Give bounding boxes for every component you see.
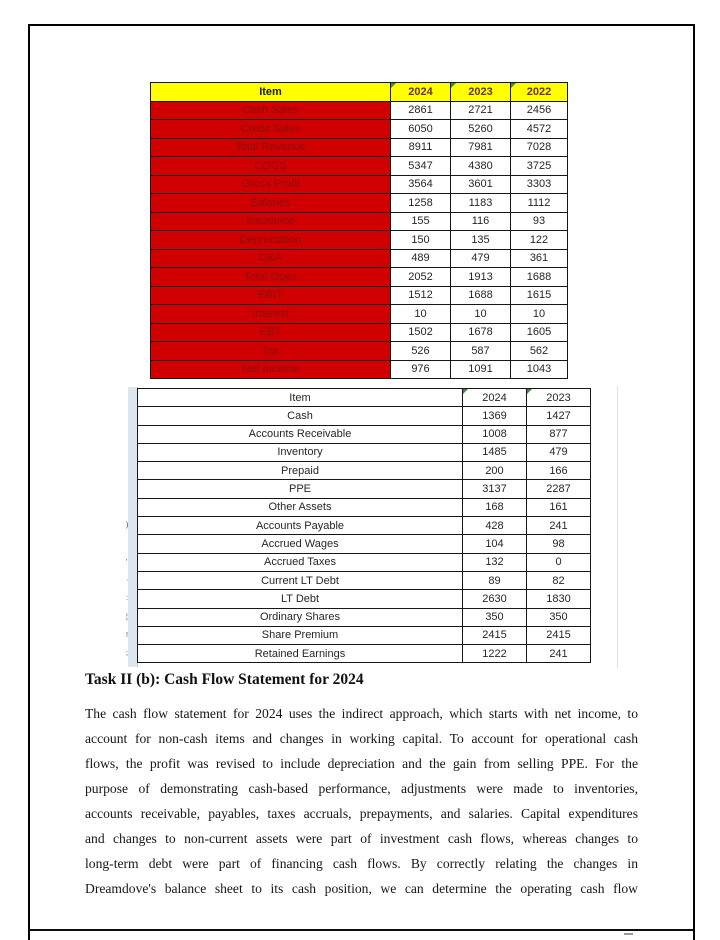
- table-row: [138, 645, 591, 663]
- item-cell: COGS: [151, 157, 391, 176]
- item-cell: Retained Earnings: [138, 645, 463, 663]
- value-cell: 587: [451, 342, 511, 361]
- item-cell: Prepaid: [138, 462, 463, 480]
- cell-error-triangle-icon: [463, 389, 468, 394]
- item-cell: Accounts Payable: [138, 517, 463, 535]
- value-cell: 1605: [511, 323, 568, 342]
- table-row: [151, 305, 568, 324]
- value-cell: 428: [463, 517, 527, 535]
- balance-sheet-table: [137, 388, 591, 663]
- value-cell: 93: [511, 212, 568, 231]
- cell-error-triangle-icon: [511, 83, 516, 88]
- value-cell: 122: [511, 231, 568, 250]
- value-cell: 1678: [451, 323, 511, 342]
- cell-error-triangle-icon: [527, 389, 532, 394]
- value-cell: 1043: [511, 360, 568, 379]
- item-cell: PPE: [138, 480, 463, 498]
- item-cell: Accrued Taxes: [138, 553, 463, 571]
- clipped-text-fragment: ): [126, 522, 129, 530]
- value-cell: 479: [451, 249, 511, 268]
- value-cell: 2052: [391, 268, 451, 287]
- section-heading: Task II (b): Cash Flow Statement for 2024: [85, 671, 364, 688]
- table-row: [151, 175, 568, 194]
- item-cell: Cash: [138, 407, 463, 425]
- value-cell: 135: [451, 231, 511, 250]
- table-row: [151, 212, 568, 231]
- value-cell: 350: [527, 608, 591, 626]
- value-cell: 1502: [391, 323, 451, 342]
- value-cell: 4572: [511, 120, 568, 139]
- table-row: [138, 608, 591, 626]
- value-cell: 1615: [511, 286, 568, 305]
- value-cell: 166: [527, 462, 591, 480]
- table-row: [138, 571, 591, 589]
- value-cell: 1913: [451, 268, 511, 287]
- table-row: [138, 498, 591, 516]
- item-cell: Inventory: [138, 443, 463, 461]
- cell-error-triangle-icon: [451, 83, 456, 88]
- item-cell: Net Income: [151, 360, 391, 379]
- table-row: [138, 626, 591, 644]
- item-cell: Share Premium: [138, 626, 463, 644]
- value-cell: 1008: [463, 425, 527, 443]
- value-cell: 2456: [511, 101, 568, 120]
- clipped-text-fragment: !: [126, 632, 128, 640]
- value-cell: 2415: [527, 626, 591, 644]
- clipped-text-fragment: ·: [126, 577, 129, 585]
- year-column-header: 2023: [527, 389, 591, 407]
- income-statement-table: [150, 82, 568, 379]
- value-cell: 2630: [463, 590, 527, 608]
- table-row: [151, 286, 568, 305]
- paragraph-line: flows, the profit was revised to include depreciation and the gain from selling PPE. For the: [85, 756, 638, 771]
- table-row: [151, 231, 568, 250]
- table-row: [138, 590, 591, 608]
- value-cell: 82: [527, 571, 591, 589]
- header-row: [151, 83, 568, 102]
- item-cell: Accounts Receivable: [138, 425, 463, 443]
- clipped-footer-mark: [624, 933, 633, 935]
- table-row: [151, 157, 568, 176]
- header-row: [138, 389, 591, 407]
- clipped-text-fragment: ;: [126, 650, 128, 658]
- item-cell: Gross Profit: [151, 175, 391, 194]
- value-cell: 5260: [451, 120, 511, 139]
- value-cell: 877: [527, 425, 591, 443]
- value-cell: 1485: [463, 443, 527, 461]
- table-row: [151, 268, 568, 287]
- value-cell: 132: [463, 553, 527, 571]
- cell-error-triangle-icon: [391, 83, 396, 88]
- table-row: [151, 101, 568, 120]
- table-row: [138, 517, 591, 535]
- item-cell: LT Debt: [138, 590, 463, 608]
- value-cell: 1222: [463, 645, 527, 663]
- value-cell: 526: [391, 342, 451, 361]
- item-cell: Insurance: [151, 212, 391, 231]
- item-cell: Total Revenue: [151, 138, 391, 157]
- table-row: [151, 323, 568, 342]
- year-column-header: 2023: [451, 83, 511, 102]
- table-row: [151, 120, 568, 139]
- value-cell: 350: [463, 608, 527, 626]
- table-row: [151, 342, 568, 361]
- value-cell: 3303: [511, 175, 568, 194]
- balance-sheet-header: [138, 389, 591, 407]
- value-cell: 89: [463, 571, 527, 589]
- year-column-header: 2022: [511, 83, 568, 102]
- value-cell: 0: [527, 553, 591, 571]
- value-cell: 1427: [527, 407, 591, 425]
- table-row: [138, 462, 591, 480]
- value-cell: 3601: [451, 175, 511, 194]
- value-cell: 5347: [391, 157, 451, 176]
- value-cell: 1091: [451, 360, 511, 379]
- table-row: [151, 249, 568, 268]
- value-cell: 241: [527, 645, 591, 663]
- value-cell: 10: [451, 305, 511, 324]
- item-cell: EBT: [151, 323, 391, 342]
- value-cell: 489: [391, 249, 451, 268]
- value-cell: 8911: [391, 138, 451, 157]
- paragraph-line: purpose of demonstrating cash-based performance, adjustments were made to inventories,: [85, 781, 638, 796]
- value-cell: 1183: [451, 194, 511, 213]
- item-cell: Total Opex: [151, 268, 391, 287]
- value-cell: 10: [511, 305, 568, 324]
- value-cell: 1112: [511, 194, 568, 213]
- income-statement-body: [151, 101, 568, 379]
- paragraph-line: accounts receivable, payables, taxes accruals, prepayments, and salaries. Capital expenditures: [85, 806, 638, 821]
- item-cell: Other Assets: [138, 498, 463, 516]
- value-cell: 976: [391, 360, 451, 379]
- item-column-header: Item: [138, 389, 463, 407]
- value-cell: 150: [391, 231, 451, 250]
- value-cell: 7028: [511, 138, 568, 157]
- income-statement-header: [151, 83, 568, 102]
- value-cell: 161: [527, 498, 591, 516]
- value-cell: 1830: [527, 590, 591, 608]
- clipped-text-fragment: ¦: [126, 613, 128, 621]
- paragraph-line: and changes to non-current assets were part of investment cash flows, whereas changes to: [85, 831, 638, 846]
- paragraph-line: account for non-cash items and changes in working capital. To account for operational cash: [85, 731, 638, 746]
- footer-rule: [29, 929, 693, 931]
- table-row: [138, 535, 591, 553]
- paragraph-line: long-term debt were part of financing cash flows. By correctly relating the changes in: [85, 856, 638, 871]
- value-cell: 361: [511, 249, 568, 268]
- value-cell: 2861: [391, 101, 451, 120]
- item-cell: Ordinary Shares: [138, 608, 463, 626]
- item-cell: Current LT Debt: [138, 571, 463, 589]
- value-cell: 1369: [463, 407, 527, 425]
- year-column-header: 2024: [391, 83, 451, 102]
- table-row: [151, 194, 568, 213]
- value-cell: 200: [463, 462, 527, 480]
- value-cell: 2287: [527, 480, 591, 498]
- table-row: [138, 425, 591, 443]
- item-cell: Tax: [151, 342, 391, 361]
- table-row: [138, 407, 591, 425]
- table-row: [138, 480, 591, 498]
- item-cell: G&A: [151, 249, 391, 268]
- item-cell: EBIT: [151, 286, 391, 305]
- value-cell: 3137: [463, 480, 527, 498]
- table-row: [138, 553, 591, 571]
- excel-gridline: [617, 386, 618, 668]
- table-row: [151, 138, 568, 157]
- item-cell: Credit Sales: [151, 120, 391, 139]
- table-row: [138, 443, 591, 461]
- value-cell: 1688: [451, 286, 511, 305]
- value-cell: 7981: [451, 138, 511, 157]
- clipped-text-fragment: ': [126, 558, 128, 566]
- item-cell: Interest: [151, 305, 391, 324]
- value-cell: 168: [463, 498, 527, 516]
- value-cell: 479: [527, 443, 591, 461]
- value-cell: 98: [527, 535, 591, 553]
- value-cell: 6050: [391, 120, 451, 139]
- value-cell: 1688: [511, 268, 568, 287]
- body-paragraph: [85, 701, 638, 901]
- value-cell: 562: [511, 342, 568, 361]
- clipped-text-fragment: :: [126, 595, 128, 603]
- value-cell: 155: [391, 212, 451, 231]
- table-row: [151, 360, 568, 379]
- value-cell: 3725: [511, 157, 568, 176]
- value-cell: 241: [527, 517, 591, 535]
- value-cell: 10: [391, 305, 451, 324]
- item-cell: Salaries: [151, 194, 391, 213]
- value-cell: 4380: [451, 157, 511, 176]
- paragraph-line: The cash flow statement for 2024 uses the indirect approach, which starts with net income, to: [85, 706, 638, 721]
- value-cell: 2415: [463, 626, 527, 644]
- item-cell: Accrued Wages: [138, 535, 463, 553]
- value-cell: 1258: [391, 194, 451, 213]
- item-cell: Depreciation: [151, 231, 391, 250]
- value-cell: 3564: [391, 175, 451, 194]
- item-cell: Cash Sales: [151, 101, 391, 120]
- paragraph-line: Dreamdove's balance sheet to its cash position, we can determine the operating cash flow: [85, 881, 638, 896]
- year-column-header: 2024: [463, 389, 527, 407]
- value-cell: 2721: [451, 101, 511, 120]
- balance-sheet-body: [138, 407, 591, 663]
- item-column-header: Item: [151, 83, 391, 102]
- value-cell: 1512: [391, 286, 451, 305]
- value-cell: 104: [463, 535, 527, 553]
- value-cell: 116: [451, 212, 511, 231]
